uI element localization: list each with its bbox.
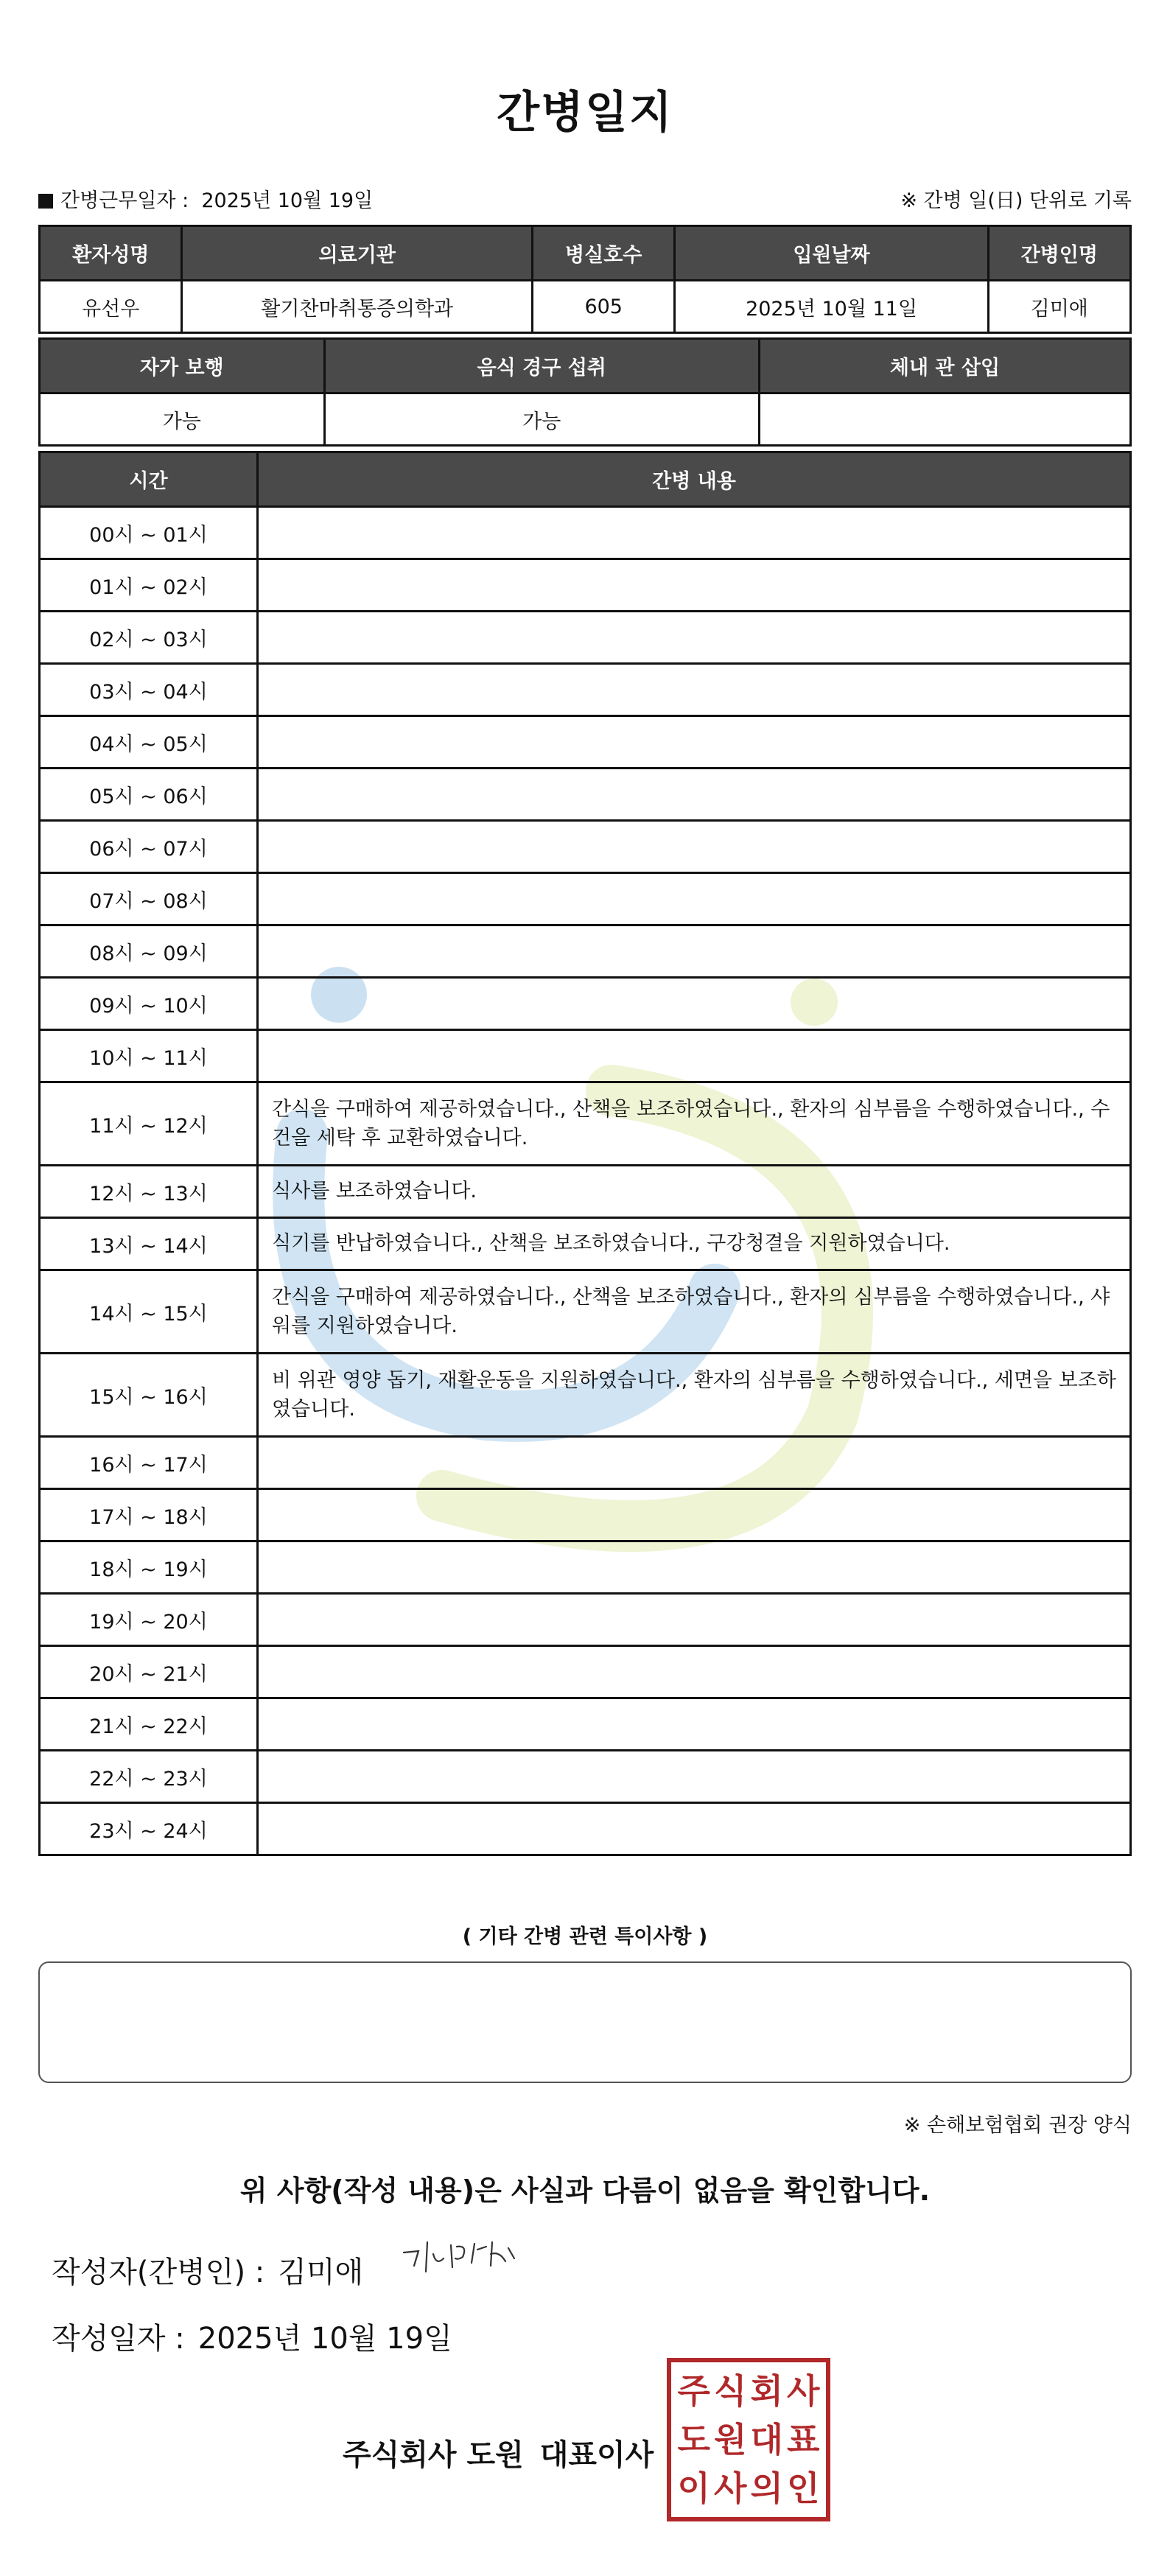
table-header-row	[40, 339, 1131, 393]
table-row	[40, 1541, 1131, 1594]
time-cell: 06시 ~ 07시	[40, 821, 258, 873]
table-row	[40, 1354, 1131, 1437]
time-cell: 21시 ~ 22시	[40, 1698, 258, 1751]
table-row	[40, 1166, 1131, 1218]
content-cell	[258, 925, 1131, 978]
confirmation-statement: 위 사항(작성 내용)은 사실과 다름이 없음을 확인합니다.	[239, 2174, 931, 2207]
room-number: 605	[532, 281, 674, 333]
header-institution: 의료기관	[182, 226, 533, 281]
time-cell: 08시 ~ 09시	[40, 925, 258, 978]
patient-name: 유선우	[40, 281, 182, 333]
time-cell: 20시 ~ 21시	[40, 1646, 258, 1698]
time-cell: 02시 ~ 03시	[40, 612, 258, 664]
company-name: 주식회사 도원	[343, 2438, 524, 2472]
table-row	[40, 873, 1131, 925]
content-cell	[258, 1646, 1131, 1698]
table-row	[40, 1082, 1131, 1166]
written-date-line	[52, 2315, 452, 2357]
table-row	[40, 1594, 1131, 1646]
header-admission-date: 입원날짜	[675, 226, 988, 281]
meta-row	[38, 184, 1132, 213]
time-cell: 07시 ~ 08시	[40, 873, 258, 925]
content-cell	[258, 978, 1131, 1030]
content-cell: 간식을 구매하여 제공하였습니다., 산책을 보조하였습니다., 환자의 심부름을 수행하였습니다., 샤워를 지원하였습니다.	[258, 1270, 1131, 1354]
time-cell: 05시 ~ 06시	[40, 769, 258, 821]
table-header-row	[40, 226, 1131, 281]
table-row	[40, 1030, 1131, 1082]
content-cell	[258, 873, 1131, 925]
seal-characters: 주 식 회 사 도 원 대 표 이 사 의 인	[677, 2371, 820, 2508]
table-row	[40, 1751, 1131, 1803]
work-date	[38, 184, 373, 213]
table-row	[40, 1646, 1131, 1698]
writer-label: 작성자(간병인) :	[52, 2255, 265, 2289]
table-row	[40, 769, 1131, 821]
table-row	[40, 1437, 1131, 1489]
notes-title: ( 기타 간병 관련 특이사항 )	[462, 1925, 708, 1948]
patient-info-table	[38, 225, 1132, 334]
table-header-row	[40, 452, 1131, 507]
admission-date: 2025년 10월 11일	[675, 281, 988, 333]
work-date-value: 2025년 10월 19일	[201, 189, 374, 212]
content-cell	[258, 559, 1131, 612]
content-cell	[258, 1541, 1131, 1594]
content-cell	[258, 664, 1131, 716]
header-self-walking: 자가 보행	[40, 339, 325, 393]
table-row	[40, 281, 1131, 333]
table-row	[40, 1270, 1131, 1354]
table-row	[40, 393, 1131, 446]
table-row	[40, 925, 1131, 978]
written-date-value: 2025년 10월 19일	[197, 2322, 452, 2356]
time-cell: 18시 ~ 19시	[40, 1541, 258, 1594]
time-cell: 04시 ~ 05시	[40, 716, 258, 769]
time-cell: 23시 ~ 24시	[40, 1803, 258, 1855]
time-cell: 10시 ~ 11시	[40, 1030, 258, 1082]
content-cell: 비 위관 영양 돕기, 재활운동을 지원하였습니다., 환자의 심부름을 수행하였습니다., 세면을 보조하였습니다.	[258, 1354, 1131, 1437]
header-oral-intake: 음식 경구 섭취	[324, 339, 759, 393]
header-room-number: 병실호수	[532, 226, 674, 281]
time-cell: 11시 ~ 12시	[40, 1082, 258, 1166]
header-time: 시간	[40, 452, 258, 507]
table-row	[40, 559, 1131, 612]
content-cell: 식기를 반납하였습니다., 산책을 보조하였습니다., 구강청결을 지원하였습니다.	[258, 1218, 1131, 1270]
table-row	[40, 821, 1131, 873]
content-cell	[258, 1030, 1131, 1082]
tube-insertion	[759, 393, 1130, 446]
time-cell: 13시 ~ 14시	[40, 1218, 258, 1270]
content-cell: 간식을 구매하여 제공하였습니다., 산책을 보조하였습니다., 환자의 심부름을 수행하였습니다., 수건을 세탁 후 교환하였습니다.	[258, 1082, 1131, 1166]
table-row	[40, 612, 1131, 664]
time-cell: 03시 ~ 04시	[40, 664, 258, 716]
header-caregiver-name: 간병인명	[988, 226, 1130, 281]
notes-box	[38, 1961, 1132, 2083]
table-row	[40, 1218, 1131, 1270]
form-source-note: ※ 손해보험협회 권장 양식	[903, 2114, 1132, 2137]
time-cell: 16시 ~ 17시	[40, 1437, 258, 1489]
written-date-label: 작성일자 :	[52, 2322, 185, 2356]
time-cell: 01시 ~ 02시	[40, 559, 258, 612]
table-row	[40, 716, 1131, 769]
time-cell: 00시 ~ 01시	[40, 507, 258, 559]
patient-status-table	[38, 337, 1132, 447]
header-care-content: 간병 내용	[258, 452, 1131, 507]
table-row	[40, 1698, 1131, 1751]
writer-name: 김미애	[278, 2255, 364, 2289]
self-walking: 가능	[40, 393, 325, 446]
time-cell: 14시 ~ 15시	[40, 1270, 258, 1354]
header-patient-name: 환자성명	[40, 226, 182, 281]
header-tube-insertion: 체내 관 삽입	[759, 339, 1130, 393]
work-date-label: 간병근무일자 :	[60, 189, 189, 212]
time-cell: 19시 ~ 20시	[40, 1594, 258, 1646]
table-row	[40, 507, 1131, 559]
care-log-table	[38, 451, 1132, 1856]
content-cell: 식사를 보조하였습니다.	[258, 1166, 1131, 1218]
company-seal-stamp	[667, 2358, 830, 2521]
content-cell	[258, 769, 1131, 821]
content-cell	[258, 1803, 1131, 1855]
square-bullet-icon	[38, 194, 53, 209]
time-cell: 09시 ~ 10시	[40, 978, 258, 1030]
time-cell: 17시 ~ 18시	[40, 1489, 258, 1541]
handwritten-signature	[398, 2236, 523, 2281]
content-cell	[258, 507, 1131, 559]
record-note: ※ 간병 일(日) 단위로 기록	[900, 189, 1132, 212]
caregiver-name: 김미애	[988, 281, 1130, 333]
content-cell	[258, 716, 1131, 769]
time-cell: 22시 ~ 23시	[40, 1751, 258, 1803]
company-title: 대표이사	[539, 2438, 654, 2472]
company-line	[343, 2432, 654, 2474]
content-cell	[258, 1489, 1131, 1541]
content-cell	[258, 821, 1131, 873]
time-cell: 12시 ~ 13시	[40, 1166, 258, 1218]
content-cell	[258, 1594, 1131, 1646]
content-cell	[258, 612, 1131, 664]
institution: 활기찬마취통증의학과	[182, 281, 533, 333]
table-row	[40, 664, 1131, 716]
time-cell: 15시 ~ 16시	[40, 1354, 258, 1437]
content-cell	[258, 1698, 1131, 1751]
writer-line	[52, 2249, 363, 2291]
oral-intake: 가능	[324, 393, 759, 446]
content-cell	[258, 1751, 1131, 1803]
table-row	[40, 1803, 1131, 1855]
table-row	[40, 1489, 1131, 1541]
page-title: 간병일지	[497, 87, 673, 139]
content-cell	[258, 1437, 1131, 1489]
table-row	[40, 978, 1131, 1030]
